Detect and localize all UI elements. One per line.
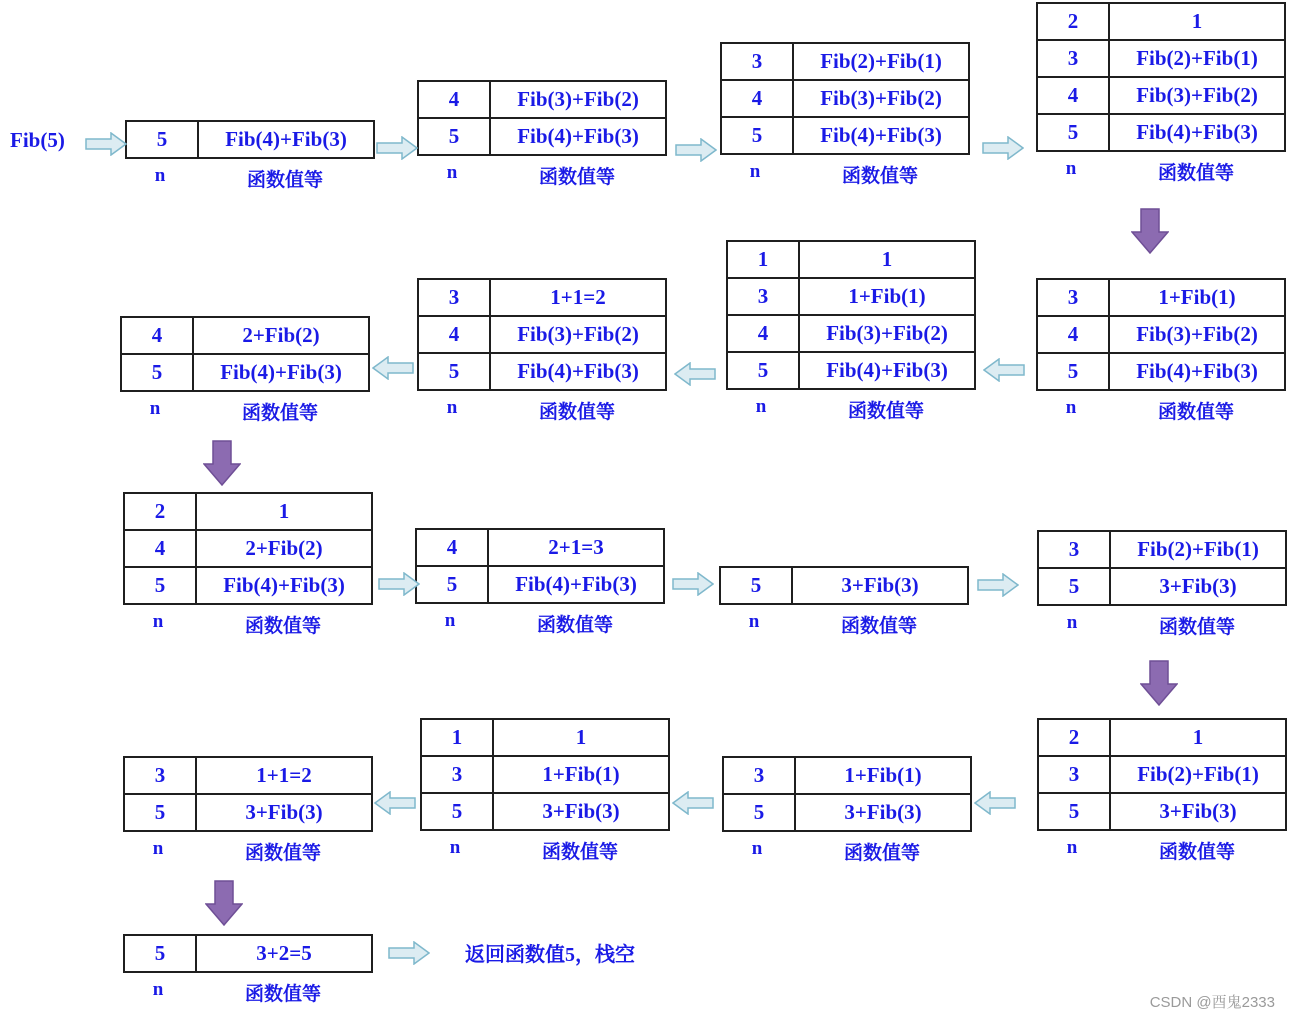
stack-table	[726, 240, 976, 390]
stack-frame-8	[1036, 278, 1286, 424]
column-label-n: n	[748, 611, 760, 632]
stack-row-n: 4	[418, 81, 490, 118]
stack-row-n: 4	[1037, 316, 1109, 353]
stack-row	[416, 529, 664, 566]
column-label-n: n	[749, 161, 761, 182]
stack-row-n: 3	[418, 279, 490, 316]
column-label-value: 函数值等	[843, 843, 920, 864]
stack-row	[1038, 719, 1286, 756]
column-label-n: n	[755, 396, 767, 417]
arrow-right-icon	[672, 572, 714, 596]
stack-frame-6	[417, 278, 667, 424]
stack-row-n: 5	[721, 117, 793, 154]
stack-frame-14	[420, 718, 670, 864]
stack-row	[1037, 316, 1285, 353]
stack-row-value: Fib(4)+Fib(3)	[793, 117, 969, 154]
arrow-left-icon	[974, 791, 1016, 815]
column-label-value: 函数值等	[241, 403, 318, 424]
stack-frame-17	[123, 934, 373, 1006]
column-label-n: n	[446, 162, 458, 183]
stack-row-n: 4	[121, 317, 193, 354]
stack-column-labels	[1036, 158, 1286, 185]
final-result-text: 返回函数值5，栈空	[465, 944, 635, 966]
column-label-n: n	[1065, 397, 1077, 418]
stack-row	[124, 567, 372, 604]
column-label-value: 函数值等	[244, 984, 321, 1005]
stack-table	[1037, 718, 1287, 831]
stack-row-n: 3	[421, 756, 493, 793]
stack-column-labels	[722, 838, 972, 865]
stack-row-n: 5	[121, 354, 193, 391]
stack-row-value: Fib(3)+Fib(2)	[793, 80, 969, 117]
stack-row-n: 3	[727, 278, 799, 315]
stack-row-value: 1	[196, 493, 372, 530]
arrow-down-icon	[203, 440, 241, 486]
stack-row-value: Fib(2)+Fib(1)	[793, 43, 969, 80]
stack-column-labels	[1037, 837, 1287, 864]
stack-column-labels	[123, 979, 373, 1006]
stack-table	[722, 756, 972, 832]
arrow-right-icon	[982, 136, 1024, 160]
stack-row-value: 3+Fib(3)	[792, 567, 968, 604]
arrow-right-icon	[675, 138, 717, 162]
stack-row-n: 3	[1037, 279, 1109, 316]
stack-row-value: Fib(2)+Fib(1)	[1110, 756, 1286, 793]
stack-table	[719, 566, 969, 605]
stack-row	[1037, 114, 1285, 151]
stack-row-value: Fib(4)+Fib(3)	[193, 354, 369, 391]
stack-row	[721, 80, 969, 117]
stack-row	[124, 794, 372, 831]
stack-table	[420, 718, 670, 831]
stack-row	[1038, 793, 1286, 830]
arrow-down-icon	[1140, 660, 1178, 706]
stack-row-n: 2	[1037, 3, 1109, 40]
stack-row-n: 5	[416, 566, 488, 603]
stack-row	[720, 567, 968, 604]
stack-row	[1038, 531, 1286, 568]
stack-row-value: 3+Fib(3)	[1110, 793, 1286, 830]
stack-row-n: 4	[1037, 77, 1109, 114]
stack-row-value: 2+Fib(2)	[196, 530, 372, 567]
stack-row-n: 5	[418, 118, 490, 155]
stack-row	[1037, 3, 1285, 40]
arrow-left-icon	[372, 356, 414, 380]
stack-row	[418, 316, 666, 353]
stack-row-value: Fib(3)+Fib(2)	[1109, 77, 1285, 114]
column-label-value: 函数值等	[244, 616, 321, 637]
stack-row-value: 1+Fib(1)	[1109, 279, 1285, 316]
stack-column-labels	[125, 165, 375, 192]
stack-row	[124, 530, 372, 567]
stack-row	[418, 81, 666, 118]
stack-frame-4	[1036, 2, 1286, 185]
stack-row-value: Fib(4)+Fib(3)	[196, 567, 372, 604]
stack-row	[723, 794, 971, 831]
stack-row-value: Fib(4)+Fib(3)	[1109, 114, 1285, 151]
stack-table	[1036, 278, 1286, 391]
stack-row	[121, 317, 369, 354]
column-label-value: 函数值等	[1157, 402, 1234, 423]
column-label-n: n	[152, 611, 164, 632]
stack-row-n: 5	[723, 794, 795, 831]
stack-row	[121, 354, 369, 391]
arrow-right-icon	[977, 573, 1019, 597]
stack-frame-16	[1037, 718, 1287, 864]
stack-column-labels	[123, 838, 373, 865]
stack-table	[120, 316, 370, 392]
arrow-down-icon	[1131, 208, 1169, 254]
stack-row-n: 5	[124, 567, 196, 604]
stack-row	[418, 118, 666, 155]
stack-row-value: Fib(2)+Fib(1)	[1110, 531, 1286, 568]
stack-frame-5	[120, 316, 370, 425]
stack-row-value: 2+1=3	[488, 529, 664, 566]
column-label-n: n	[1066, 612, 1078, 633]
stack-row	[124, 935, 372, 972]
stack-row-value: Fib(3)+Fib(2)	[490, 81, 666, 118]
stack-row-n: 3	[723, 757, 795, 794]
stack-row	[416, 566, 664, 603]
stack-row-value: 1	[799, 241, 975, 278]
arrow-right-icon	[85, 132, 127, 156]
stack-row-value: Fib(4)+Fib(3)	[490, 118, 666, 155]
stack-row	[126, 121, 374, 158]
stack-row-n: 4	[124, 530, 196, 567]
stack-row-value: 1	[1109, 3, 1285, 40]
stack-row-n: 5	[1037, 353, 1109, 390]
column-label-n: n	[152, 838, 164, 859]
column-label-value: 函数值等	[541, 842, 618, 863]
stack-row	[1037, 77, 1285, 114]
stack-frame-12	[1037, 530, 1287, 639]
stack-row-value: 1	[1110, 719, 1286, 756]
watermark: CSDN @酉鬼2333	[1149, 994, 1275, 1011]
stack-row	[1037, 279, 1285, 316]
stack-frame-10	[415, 528, 665, 637]
stack-row-value: Fib(2)+Fib(1)	[1109, 40, 1285, 77]
stack-table	[417, 80, 667, 156]
stack-row-n: 1	[727, 241, 799, 278]
stack-column-labels	[720, 161, 970, 188]
stack-table	[720, 42, 970, 155]
column-label-value: 函数值等	[536, 615, 613, 636]
arrow-left-icon	[983, 358, 1025, 382]
stack-frame-2	[417, 80, 667, 189]
stack-row-n: 4	[727, 315, 799, 352]
stack-row	[418, 279, 666, 316]
column-label-value: 函数值等	[538, 402, 615, 423]
stack-row-n: 2	[1038, 719, 1110, 756]
stack-row-n: 5	[1037, 114, 1109, 151]
column-label-n: n	[1066, 837, 1078, 858]
stack-row-n: 5	[124, 794, 196, 831]
stack-row	[421, 756, 669, 793]
stack-table	[123, 492, 373, 605]
stack-row-value: 1+1=2	[490, 279, 666, 316]
arrow-right-icon	[376, 136, 418, 160]
stack-row-value: 1+1=2	[196, 757, 372, 794]
stack-column-labels	[417, 397, 667, 424]
stack-row-n: 5	[727, 352, 799, 389]
stack-frame-3	[720, 42, 970, 188]
stack-row-value: Fib(4)+Fib(3)	[490, 353, 666, 390]
stack-row-value: 3+Fib(3)	[795, 794, 971, 831]
stack-row-value: 3+2=5	[196, 935, 372, 972]
stack-row	[1038, 568, 1286, 605]
stack-row-n: 5	[126, 121, 198, 158]
stack-row-value: 3+Fib(3)	[196, 794, 372, 831]
stack-row-value: 1+Fib(1)	[799, 278, 975, 315]
stack-row-n: 3	[124, 757, 196, 794]
stack-row-value: 1	[493, 719, 669, 756]
stack-table	[123, 756, 373, 832]
stack-column-labels	[726, 396, 976, 423]
stack-row	[1037, 353, 1285, 390]
arrow-left-icon	[374, 791, 416, 815]
stack-table	[417, 278, 667, 391]
column-label-n: n	[1065, 158, 1077, 179]
stack-row-n: 5	[418, 353, 490, 390]
stack-column-labels	[120, 398, 370, 425]
stack-frame-9	[123, 492, 373, 638]
arrow-right-icon	[378, 572, 420, 596]
column-label-value: 函数值等	[841, 166, 918, 187]
stack-row-n: 5	[1038, 568, 1110, 605]
stack-row-n: 3	[721, 43, 793, 80]
column-label-value: 函数值等	[246, 170, 323, 191]
column-label-n: n	[154, 165, 166, 186]
stack-row	[1038, 756, 1286, 793]
stack-table	[123, 934, 373, 973]
stack-row-n: 5	[720, 567, 792, 604]
stack-column-labels	[1037, 612, 1287, 639]
stack-row	[727, 241, 975, 278]
stack-column-labels	[719, 611, 969, 638]
arrow-left-icon	[674, 362, 716, 386]
stack-column-labels	[1036, 397, 1286, 424]
stack-row	[421, 793, 669, 830]
stack-frame-1	[125, 120, 375, 192]
column-label-n: n	[149, 398, 161, 419]
arrow-right-icon	[388, 941, 430, 965]
stack-row-n: 3	[1038, 756, 1110, 793]
stack-row	[727, 352, 975, 389]
stack-table	[125, 120, 375, 159]
column-label-value: 函数值等	[840, 616, 917, 637]
column-label-value: 函数值等	[847, 401, 924, 422]
column-label-n: n	[449, 837, 461, 858]
stack-row-n: 3	[1038, 531, 1110, 568]
stack-row-value: 2+Fib(2)	[193, 317, 369, 354]
stack-row-value: Fib(4)+Fib(3)	[488, 566, 664, 603]
stack-frame-7	[726, 240, 976, 423]
arrow-down-icon	[205, 880, 243, 926]
stack-row	[421, 719, 669, 756]
stack-row-value: Fib(3)+Fib(2)	[490, 316, 666, 353]
column-label-n: n	[444, 610, 456, 631]
column-label-value: 函数值等	[538, 167, 615, 188]
start-label: Fib(5)	[10, 128, 65, 152]
column-label-value: 函数值等	[1157, 163, 1234, 184]
stack-row-value: Fib(4)+Fib(3)	[1109, 353, 1285, 390]
stack-row	[723, 757, 971, 794]
stack-table	[415, 528, 665, 604]
stack-row	[124, 757, 372, 794]
stack-row-n: 1	[421, 719, 493, 756]
stack-column-labels	[123, 611, 373, 638]
stack-row-n: 4	[418, 316, 490, 353]
column-label-value: 函数值等	[1158, 617, 1235, 638]
stack-row-value: 1+Fib(1)	[493, 756, 669, 793]
stack-row-n: 4	[416, 529, 488, 566]
stack-column-labels	[417, 162, 667, 189]
stack-row-n: 5	[421, 793, 493, 830]
stack-column-labels	[420, 837, 670, 864]
stack-row	[727, 315, 975, 352]
stack-row-value: 3+Fib(3)	[493, 793, 669, 830]
column-label-n: n	[446, 397, 458, 418]
stack-row-value: Fib(4)+Fib(3)	[198, 121, 374, 158]
column-label-n: n	[152, 979, 164, 1000]
stack-row-value: 3+Fib(3)	[1110, 568, 1286, 605]
stack-row-n: 5	[124, 935, 196, 972]
column-label-value: 函数值等	[1158, 842, 1235, 863]
stack-row-n: 4	[721, 80, 793, 117]
stack-row-n: 2	[124, 493, 196, 530]
stack-row-value: Fib(3)+Fib(2)	[799, 315, 975, 352]
column-label-n: n	[751, 838, 763, 859]
stack-column-labels	[415, 610, 665, 637]
arrow-left-icon	[672, 791, 714, 815]
stack-row	[721, 117, 969, 154]
stack-row-value: Fib(4)+Fib(3)	[799, 352, 975, 389]
stack-frame-15	[722, 756, 972, 865]
stack-row-n: 5	[1038, 793, 1110, 830]
stack-row	[124, 493, 372, 530]
stack-row	[727, 278, 975, 315]
stack-row	[721, 43, 969, 80]
stack-row	[1037, 40, 1285, 77]
stack-frame-11	[719, 566, 969, 638]
column-label-value: 函数值等	[244, 843, 321, 864]
stack-row	[418, 353, 666, 390]
stack-table	[1036, 2, 1286, 152]
stack-row-n: 3	[1037, 40, 1109, 77]
stack-row-value: Fib(3)+Fib(2)	[1109, 316, 1285, 353]
stack-frame-13	[123, 756, 373, 865]
stack-table	[1037, 530, 1287, 606]
stack-row-value: 1+Fib(1)	[795, 757, 971, 794]
